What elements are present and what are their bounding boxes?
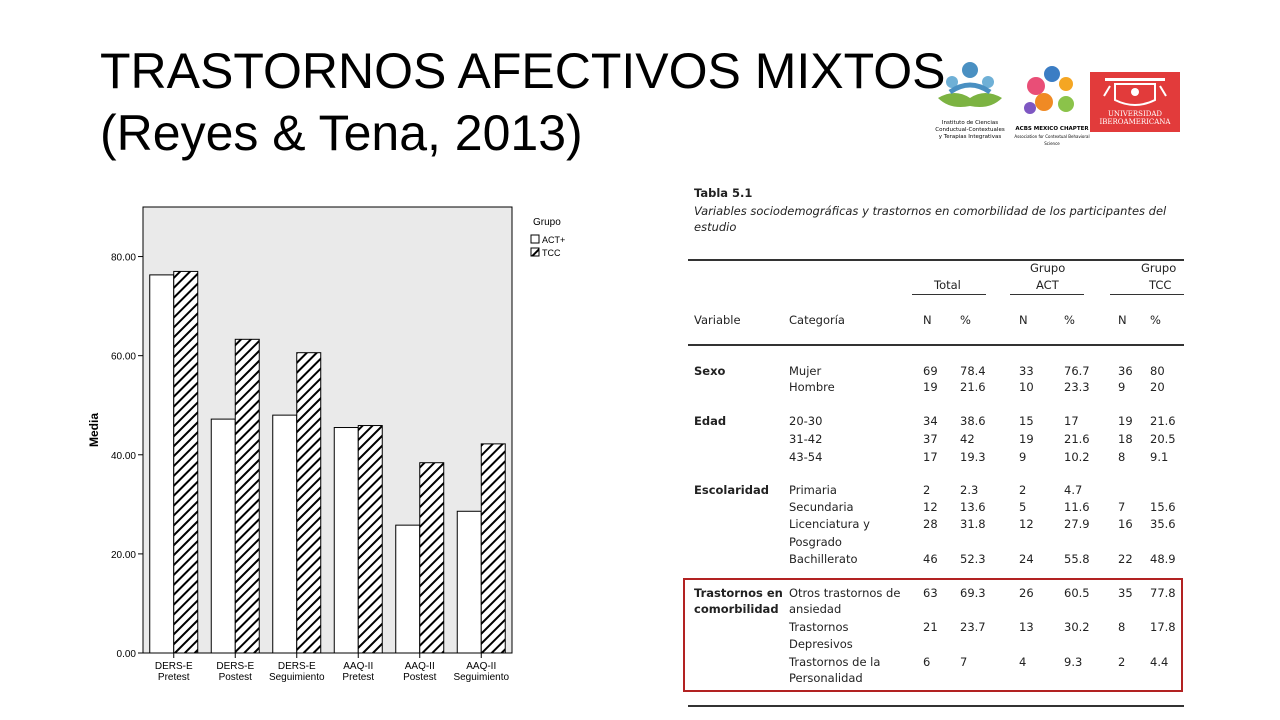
legend <box>531 217 565 258</box>
acbs-logo <box>1014 64 1090 148</box>
bar-tcc <box>297 353 321 653</box>
plot-area <box>143 207 512 653</box>
table-cell: 76.7 <box>1064 364 1090 378</box>
table-cell: 9.3 <box>1064 655 1083 669</box>
table-cell: 23.7 <box>960 620 986 634</box>
group-header: TCC <box>1149 278 1172 292</box>
x-tick-label: Seguimiento <box>268 672 325 683</box>
table-cell: 21.6 <box>960 380 986 394</box>
y-tick-label: 0.00 <box>116 649 136 660</box>
table-cell: 13.6 <box>960 500 986 514</box>
table-cell: 12 <box>1019 517 1034 531</box>
table-cell: 26 <box>1019 586 1034 600</box>
row-category: 31-42 <box>789 432 823 446</box>
row-category: Personalidad <box>789 671 863 685</box>
table-cell: 19.3 <box>960 450 986 464</box>
bar-tcc <box>235 339 259 653</box>
table-cell: 35.6 <box>1150 517 1176 531</box>
group-header: Grupo <box>1141 261 1177 275</box>
bar-act <box>273 415 297 653</box>
table-caption: Tabla 5.1 <box>694 186 753 200</box>
legend-title: Grupo <box>533 217 561 228</box>
table-cell: 69.3 <box>960 586 986 600</box>
x-axis <box>155 653 510 683</box>
group-header: Grupo <box>1030 261 1066 275</box>
x-tick-label: DERS-E <box>154 661 193 672</box>
table-rule <box>688 705 1184 707</box>
table-cell: 19 <box>1118 414 1133 428</box>
x-tick-label: AAQ-II <box>343 661 374 672</box>
table-cell: 7 <box>1118 500 1126 514</box>
uia-caption-line: IBEROAMERICANA <box>1099 118 1171 126</box>
group-header: Total <box>934 278 961 292</box>
column-header: Variable <box>694 313 741 327</box>
table-rule <box>912 294 986 295</box>
table-rule <box>688 259 1184 261</box>
y-tick-label: 60.00 <box>110 351 136 363</box>
row-category: Posgrado <box>789 535 842 549</box>
row-variable: Trastornos en <box>694 586 783 600</box>
x-tick-label: Seguimiento <box>453 672 510 683</box>
row-category: Otros trastornos de <box>789 586 901 600</box>
column-header: % <box>1150 313 1161 327</box>
bar-chart <box>82 200 602 690</box>
bar-tcc <box>174 271 198 653</box>
table-cell: 17.8 <box>1150 620 1176 634</box>
logo-bar <box>930 58 1180 150</box>
icc-caption-line: Instituto de Ciencias <box>941 120 999 126</box>
table-cell: 21.6 <box>1150 414 1176 428</box>
icc-logo-icon <box>930 58 1010 118</box>
table-cell: 19 <box>1019 432 1034 446</box>
table-cell: 42 <box>960 432 975 446</box>
table-cell: 17 <box>1064 414 1079 428</box>
bar-act <box>334 428 358 653</box>
column-header: % <box>1064 313 1075 327</box>
acbs-logo-icon <box>1014 64 1090 124</box>
acbs-caption-line: Association for Contextual Behavioral Science <box>1014 134 1090 146</box>
legend-swatch-tcc <box>531 248 539 256</box>
column-header: N <box>1019 313 1028 327</box>
table-cell: 24 <box>1019 552 1034 566</box>
bar-act <box>211 419 235 653</box>
row-category: Bachillerato <box>789 552 858 566</box>
table-cell: 69 <box>923 364 938 378</box>
row-category: Licenciatura y <box>789 517 870 531</box>
y-tick-label: 40.00 <box>110 450 136 462</box>
y-tick-label: 20.00 <box>110 549 136 561</box>
x-tick-label: Postest <box>218 672 252 683</box>
table-subtitle: Variables sociodemográficas y trastornos en comorbilidad de los participantes del estudio <box>694 204 1167 234</box>
row-category: Mujer <box>789 364 822 378</box>
row-variable: Edad <box>694 414 727 428</box>
bar-tcc <box>420 463 444 653</box>
table-cell: 20 <box>1150 380 1165 394</box>
table-cell: 31.8 <box>960 517 986 531</box>
row-category: Primaria <box>789 483 837 497</box>
icc-caption-line: Conductual-Contextuales <box>935 127 1005 133</box>
slide-title <box>100 40 946 164</box>
row-category: 43-54 <box>789 450 823 464</box>
table-cell: 77.8 <box>1150 586 1176 600</box>
table-cell: 6 <box>923 655 931 669</box>
x-tick-label: AAQ-II <box>466 661 497 672</box>
row-variable: Escolaridad <box>694 483 769 497</box>
table-cell: 4.7 <box>1064 483 1083 497</box>
table-cell: 12 <box>923 500 938 514</box>
row-category: 20-30 <box>789 414 823 428</box>
table-cell: 27.9 <box>1064 517 1090 531</box>
x-tick-label: AAQ-II <box>404 661 435 672</box>
legend-label-act: ACT+ <box>542 235 566 245</box>
row-category: ansiedad <box>789 602 842 616</box>
table-cell: 20.5 <box>1150 432 1176 446</box>
row-category: Trastornos <box>789 620 849 634</box>
table-cell: 9 <box>1118 380 1126 394</box>
bar-act <box>396 525 420 653</box>
acbs-caption-line: ACBS MEXICO CHAPTER <box>1015 126 1089 132</box>
table-cell: 10 <box>1019 380 1034 394</box>
table-cell: 10.2 <box>1064 450 1090 464</box>
bar-tcc <box>481 444 505 653</box>
table-cell: 4.4 <box>1150 655 1169 669</box>
x-tick-label: Pretest <box>342 672 375 683</box>
table-cell: 46 <box>923 552 938 566</box>
x-tick-label: Postest <box>403 672 437 683</box>
uia-logo <box>1090 72 1180 132</box>
legend-label-tcc: TCC <box>542 248 561 258</box>
table-cell: 9 <box>1019 450 1027 464</box>
column-header: Categoría <box>789 313 845 327</box>
table-cell: 30.2 <box>1064 620 1090 634</box>
table-cell: 28 <box>923 517 938 531</box>
column-header: % <box>960 313 971 327</box>
table-rule <box>1110 294 1184 295</box>
table-cell: 2.3 <box>960 483 979 497</box>
comorbidity-highlight-box <box>683 578 1183 692</box>
table-cell: 17 <box>923 450 938 464</box>
table-cell: 9.1 <box>1150 450 1169 464</box>
table-cell: 4 <box>1019 655 1027 669</box>
table-cell: 8 <box>1118 620 1126 634</box>
table-cell: 23.3 <box>1064 380 1090 394</box>
icc-caption-line: y Terapias Integrativas <box>938 134 1002 140</box>
x-tick-label: Pretest <box>157 672 190 683</box>
y-tick-label: 80.00 <box>110 252 136 264</box>
icc-caption <box>930 120 1010 141</box>
table-cell: 55.8 <box>1064 552 1090 566</box>
table-cell: 15.6 <box>1150 500 1176 514</box>
table-cell: 38.6 <box>960 414 986 428</box>
x-tick-label: DERS-E <box>216 661 255 672</box>
row-category: Hombre <box>789 380 835 394</box>
table-cell: 21 <box>923 620 938 634</box>
row-variable: Sexo <box>694 364 726 378</box>
table-cell: 8 <box>1118 450 1126 464</box>
table-cell: 22 <box>1118 552 1133 566</box>
column-header: N <box>923 313 932 327</box>
table-rule <box>688 344 1184 346</box>
row-category: Secundaria <box>789 500 854 514</box>
table-cell: 13 <box>1019 620 1034 634</box>
table-cell: 7 <box>960 655 968 669</box>
table-cell: 35 <box>1118 586 1133 600</box>
table-cell: 15 <box>1019 414 1034 428</box>
table-rule <box>1010 294 1084 295</box>
table-cell: 18 <box>1118 432 1133 446</box>
bar-act <box>150 275 174 653</box>
table-cell: 60.5 <box>1064 586 1090 600</box>
table-cell: 16 <box>1118 517 1133 531</box>
row-category: Trastornos de la <box>789 655 881 669</box>
table-cell: 63 <box>923 586 938 600</box>
table-cell: 78.4 <box>960 364 986 378</box>
table-cell: 80 <box>1150 364 1165 378</box>
table-cell: 2 <box>1019 483 1027 497</box>
slide-title-line2: (Reyes & Tena, 2013) <box>100 105 583 161</box>
uia-caption-line: UNIVERSIDAD <box>1107 110 1163 118</box>
group-header: ACT <box>1036 278 1059 292</box>
table-cell: 5 <box>1019 500 1027 514</box>
uia-crest-icon <box>1090 72 1180 112</box>
acbs-caption <box>1014 126 1090 147</box>
icc-logo <box>930 58 1010 150</box>
column-header: N <box>1118 313 1127 327</box>
y-axis-label: Media <box>87 412 101 448</box>
table-cell: 11.6 <box>1064 500 1090 514</box>
legend-swatch-act <box>531 235 539 243</box>
x-tick-label: DERS-E <box>277 661 316 672</box>
table-cell: 19 <box>923 380 938 394</box>
y-axis <box>111 253 143 660</box>
slide-title-line1: TRASTORNOS AFECTIVOS MIXTOS <box>100 43 946 99</box>
bar-tcc <box>358 426 382 653</box>
table-cell: 52.3 <box>960 552 986 566</box>
table-cell: 34 <box>923 414 938 428</box>
table-cell: 48.9 <box>1150 552 1176 566</box>
table-cell: 37 <box>923 432 938 446</box>
table-cell: 2 <box>1118 655 1126 669</box>
row-category: Depresivos <box>789 637 853 651</box>
bar-act <box>457 511 481 653</box>
table-cell: 2 <box>923 483 931 497</box>
table-cell: 21.6 <box>1064 432 1090 446</box>
table-cell: 33 <box>1019 364 1034 378</box>
table-cell: 36 <box>1118 364 1133 378</box>
row-variable: comorbilidad <box>694 602 779 616</box>
